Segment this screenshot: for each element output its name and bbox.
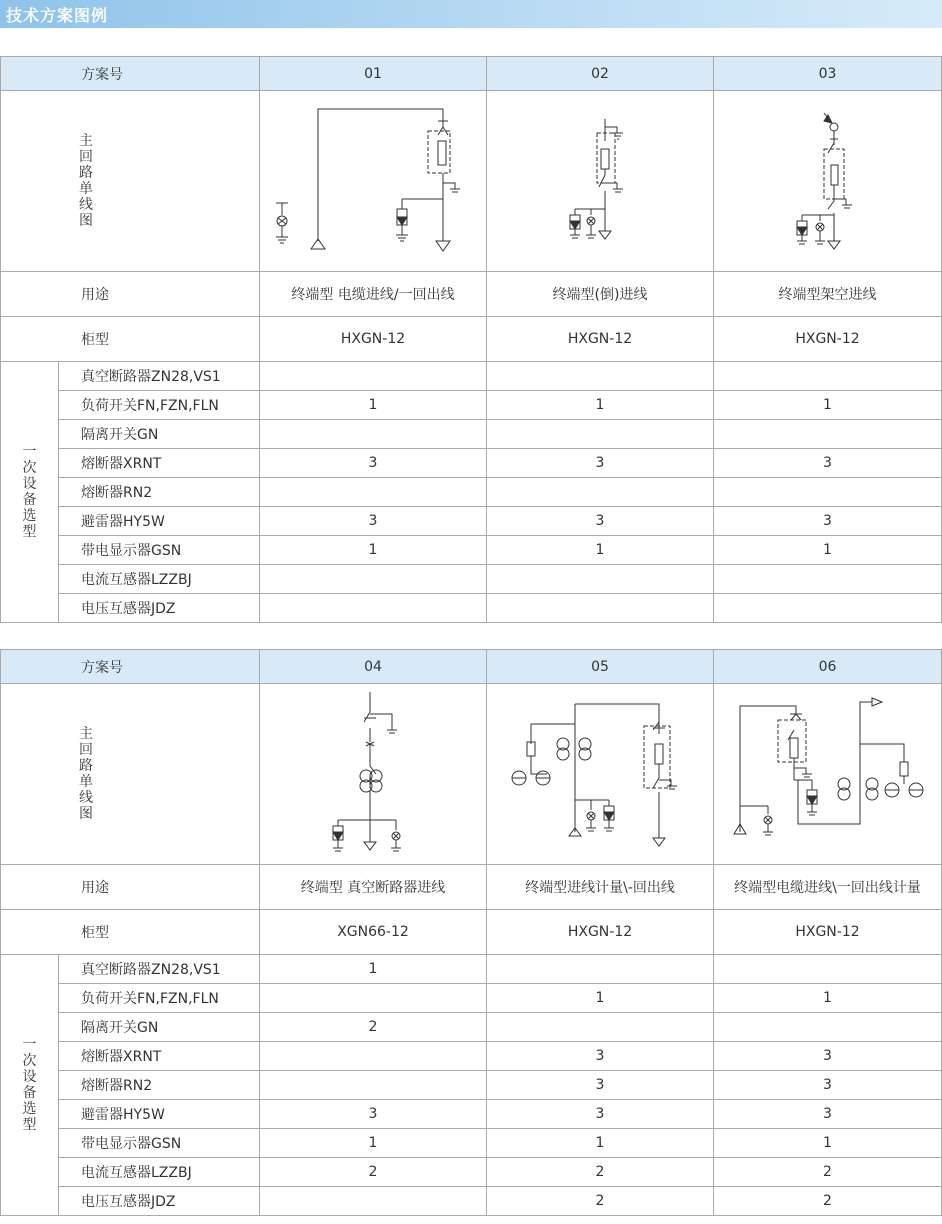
equipment-row — [1, 984, 942, 1013]
equipment-row — [1, 362, 942, 391]
equipment-qty: 3 — [487, 449, 714, 478]
equipment-qty — [487, 478, 714, 507]
usage-value: 终端型架空进线 — [714, 272, 942, 317]
equipment-qty — [260, 420, 487, 449]
equipment-row — [1, 1187, 942, 1216]
equipment-qty: 3 — [487, 1042, 714, 1071]
equipment-row — [1, 565, 942, 594]
diagram-04 — [260, 684, 487, 865]
equipment-qty: 3 — [260, 1100, 487, 1129]
diagram-06 — [714, 684, 942, 865]
equipment-name: 电流互感器LZZBJ — [59, 1158, 260, 1187]
single-line-diagram-02 — [487, 91, 714, 271]
cabinet-value: HXGN-12 — [714, 910, 942, 955]
equipment-qty — [260, 478, 487, 507]
equipment-name: 真空断路器ZN28,VS1 — [59, 362, 260, 391]
single-line-diagram-06 — [714, 684, 942, 864]
equipment-name: 避雷器HY5W — [59, 507, 260, 536]
equipment-row — [1, 449, 942, 478]
scheme-no: 05 — [487, 650, 714, 684]
main-circuit-text: 主回路单线图 — [79, 726, 93, 822]
scheme-table-1 — [0, 56, 942, 623]
equipment-group-label — [1, 362, 59, 623]
diagram-03 — [714, 91, 942, 272]
usage-row — [1, 272, 942, 317]
diagram-01 — [260, 91, 487, 272]
cabinet-label: 柜型 — [1, 910, 260, 955]
equipment-qty: 1 — [260, 536, 487, 565]
equipment-group-label — [1, 955, 59, 1216]
equipment-name: 负荷开关FN,FZN,FLN — [59, 391, 260, 420]
equipment-qty: 3 — [487, 507, 714, 536]
equipment-qty — [487, 565, 714, 594]
cabinet-row — [1, 317, 942, 362]
equipment-row — [1, 1158, 942, 1187]
equipment-qty: 1 — [487, 1129, 714, 1158]
equipment-qty — [714, 362, 942, 391]
single-line-diagram-01 — [260, 91, 487, 271]
equipment-group-text: 一次设备选型 — [22, 1037, 37, 1133]
equipment-qty: 2 — [714, 1187, 942, 1216]
equipment-qty — [487, 1013, 714, 1042]
usage-label: 用途 — [1, 272, 260, 317]
diagram-row — [1, 684, 942, 865]
equipment-group-text: 一次设备选型 — [22, 444, 37, 540]
equipment-qty — [714, 478, 942, 507]
usage-value: 终端型 电缆进线/一回出线 — [260, 272, 487, 317]
equipment-name: 避雷器HY5W — [59, 1100, 260, 1129]
scheme-no-label: 方案号 — [1, 650, 260, 684]
equipment-qty: 2 — [487, 1158, 714, 1187]
scheme-no: 02 — [487, 57, 714, 91]
equipment-name: 熔断器RN2 — [59, 478, 260, 507]
diagram-05 — [487, 684, 714, 865]
equipment-qty: 3 — [714, 1100, 942, 1129]
single-line-diagram-05 — [487, 684, 714, 864]
cabinet-value: HXGN-12 — [487, 910, 714, 955]
equipment-qty: 2 — [487, 1187, 714, 1216]
equipment-qty: 2 — [260, 1158, 487, 1187]
main-circuit-label — [1, 684, 260, 865]
equipment-qty: 1 — [260, 1129, 487, 1158]
cabinet-value: HXGN-12 — [260, 317, 487, 362]
equipment-qty: 1 — [487, 984, 714, 1013]
equipment-qty: 1 — [714, 984, 942, 1013]
usage-value: 终端型 真空断路器进线 — [260, 865, 487, 910]
equipment-name: 隔离开关GN — [59, 1013, 260, 1042]
equipment-qty — [260, 1042, 487, 1071]
equipment-row — [1, 507, 942, 536]
equipment-name: 电流互感器LZZBJ — [59, 565, 260, 594]
equipment-qty: 1 — [714, 391, 942, 420]
equipment-qty — [260, 1071, 487, 1100]
diagram-02 — [487, 91, 714, 272]
scheme-no: 04 — [260, 650, 487, 684]
equipment-name: 负荷开关FN,FZN,FLN — [59, 984, 260, 1013]
main-circuit-text: 主回路单线图 — [79, 133, 93, 229]
header-row — [1, 650, 942, 684]
equipment-qty: 3 — [714, 1071, 942, 1100]
equipment-name: 熔断器XRNT — [59, 1042, 260, 1071]
usage-row — [1, 865, 942, 910]
equipment-qty: 1 — [487, 536, 714, 565]
single-line-diagram-03 — [714, 91, 942, 271]
equipment-qty — [714, 565, 942, 594]
equipment-qty — [714, 420, 942, 449]
equipment-row — [1, 536, 942, 565]
equipment-qty: 3 — [260, 449, 487, 478]
equipment-name: 电压互感器JDZ — [59, 594, 260, 623]
cabinet-label: 柜型 — [1, 317, 260, 362]
equipment-qty: 3 — [260, 507, 487, 536]
scheme-no: 01 — [260, 57, 487, 91]
cabinet-row — [1, 910, 942, 955]
equipment-qty — [260, 565, 487, 594]
equipment-qty — [487, 420, 714, 449]
equipment-row — [1, 594, 942, 623]
usage-value: 终端型进线计量\-回出线 — [487, 865, 714, 910]
equipment-qty: 1 — [260, 391, 487, 420]
cabinet-value: XGN66-12 — [260, 910, 487, 955]
equipment-qty — [714, 594, 942, 623]
equipment-name: 带电显示器GSN — [59, 1129, 260, 1158]
equipment-qty: 1 — [714, 1129, 942, 1158]
equipment-qty: 2 — [260, 1013, 487, 1042]
equipment-row — [1, 1013, 942, 1042]
diagram-row — [1, 91, 942, 272]
scheme-no-label: 方案号 — [1, 57, 260, 91]
equipment-qty: 3 — [487, 1071, 714, 1100]
equipment-qty — [487, 594, 714, 623]
scheme-no: 06 — [714, 650, 942, 684]
equipment-name: 熔断器RN2 — [59, 1071, 260, 1100]
equipment-row — [1, 1129, 942, 1158]
equipment-name: 隔离开关GN — [59, 420, 260, 449]
equipment-qty: 1 — [714, 536, 942, 565]
equipment-row — [1, 391, 942, 420]
equipment-name: 带电显示器GSN — [59, 536, 260, 565]
equipment-qty — [487, 362, 714, 391]
title-bar — [0, 0, 942, 28]
equipment-qty — [487, 955, 714, 984]
cabinet-value: HXGN-12 — [714, 317, 942, 362]
equipment-qty — [714, 1013, 942, 1042]
equipment-qty: 3 — [487, 1100, 714, 1129]
scheme-table-2 — [0, 649, 942, 1216]
equipment-name: 真空断路器ZN28,VS1 — [59, 955, 260, 984]
equipment-row — [1, 1042, 942, 1071]
equipment-qty — [260, 984, 487, 1013]
usage-value: 终端型电缆进线\一回出线计量 — [714, 865, 942, 910]
equipment-row — [1, 420, 942, 449]
single-line-diagram-04 — [260, 684, 487, 864]
equipment-qty: 2 — [714, 1158, 942, 1187]
usage-label: 用途 — [1, 865, 260, 910]
scheme-no: 03 — [714, 57, 942, 91]
main-circuit-label — [1, 91, 260, 272]
equipment-row — [1, 478, 942, 507]
equipment-row — [1, 1100, 942, 1129]
equipment-qty — [260, 1187, 487, 1216]
cabinet-value: HXGN-12 — [487, 317, 714, 362]
equipment-qty — [260, 362, 487, 391]
equipment-row — [1, 955, 942, 984]
header-row — [1, 57, 942, 91]
equipment-qty — [260, 594, 487, 623]
equipment-qty: 3 — [714, 507, 942, 536]
usage-value: 终端型(倒)进线 — [487, 272, 714, 317]
page-title: 技术方案图例 — [6, 6, 109, 25]
equipment-name: 电压互感器JDZ — [59, 1187, 260, 1216]
equipment-row — [1, 1071, 942, 1100]
equipment-qty: 3 — [714, 1042, 942, 1071]
equipment-qty: 1 — [487, 391, 714, 420]
equipment-qty: 3 — [714, 449, 942, 478]
equipment-qty — [714, 955, 942, 984]
equipment-qty: 1 — [260, 955, 487, 984]
equipment-name: 熔断器XRNT — [59, 449, 260, 478]
